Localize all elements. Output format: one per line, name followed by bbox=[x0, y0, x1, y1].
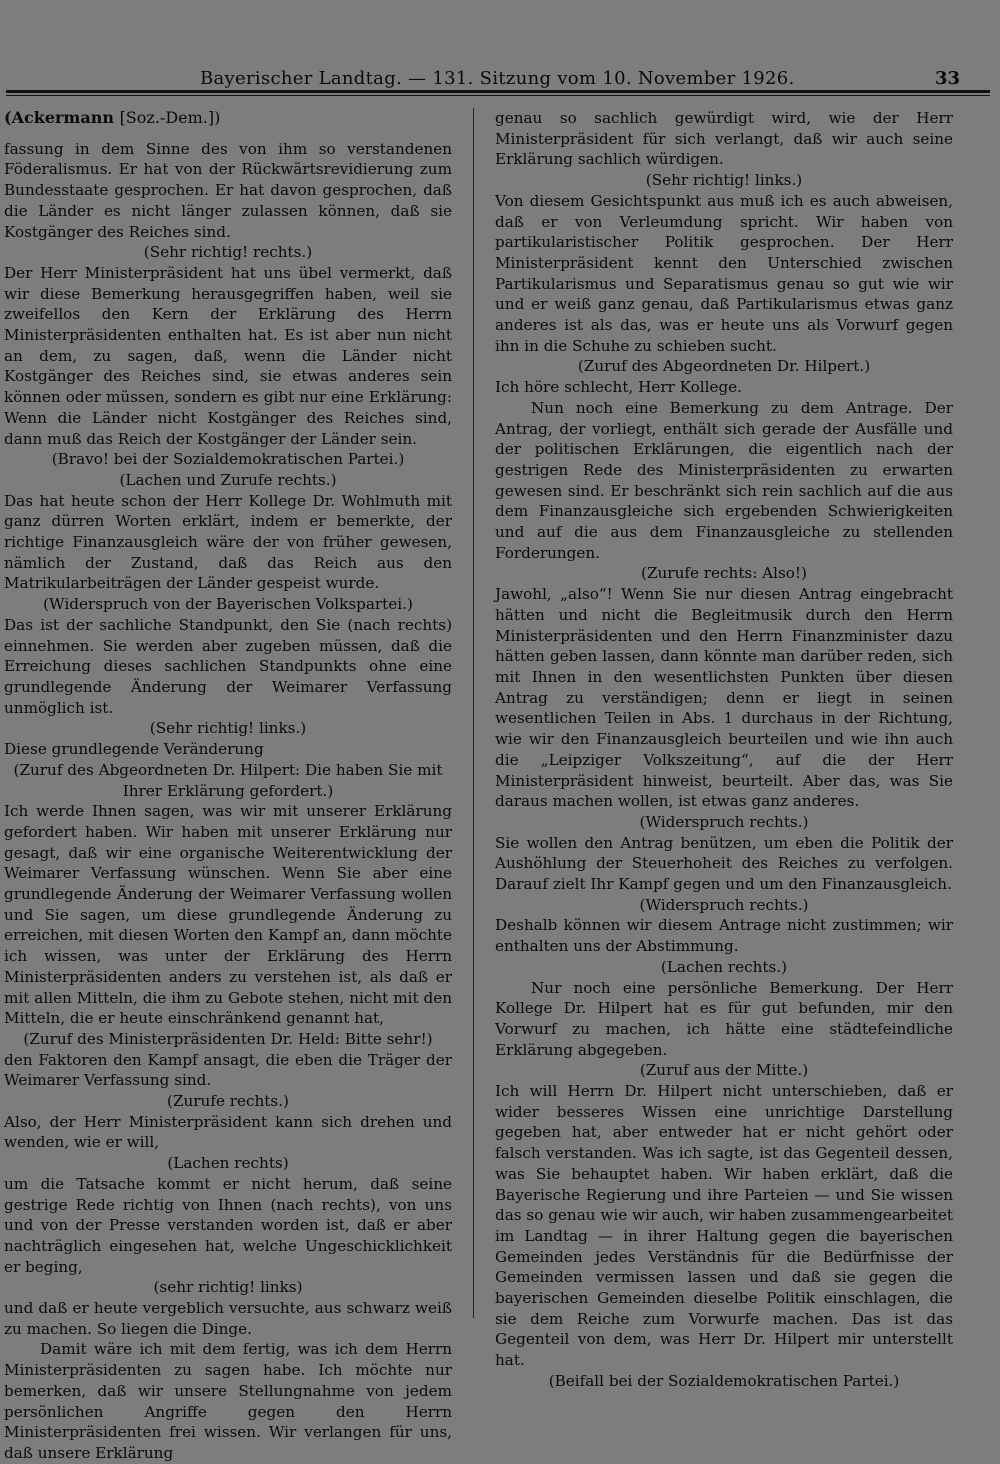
paragraph: Damit wäre ich mit dem fertig, was ich dem Herrn Ministerpräsidenten zu sagen habe. Ich möchte nur bemerken, daß wir unsere Stellungnahme von jedem persönlichen Angriffe gegen den Herrn Ministerpräsidenten frei wissen. Wir verlangen für uns, daß unsere Erklärung bbox=[4, 1340, 452, 1462]
paragraph: Ich höre schlecht, Herr Kollege. bbox=[495, 378, 742, 397]
paragraph: und daß er heute vergeblich versuchte, aus schwarz weiß zu machen. So liegen die Dinge. bbox=[4, 1299, 452, 1338]
paragraph: Also, der Herr Ministerpräsident kann sich drehen und wenden, wie er will, bbox=[4, 1112, 452, 1152]
interjection: (Lachen und Zurufe rechts.) bbox=[119, 470, 337, 489]
header-rule bbox=[6, 90, 990, 93]
interjection: (Beifall bei der Sozialdemokratischen Partei.) bbox=[548, 1371, 900, 1390]
interjection: (Lachen rechts) bbox=[167, 1154, 289, 1173]
paragraph: Ich werde Ihnen sagen, was wir mit unserer Erklärung gefordert haben. Wir haben mit unserer Erklärung nur gesagt, daß wir eine organische Weiterentwicklung der Weimarer Verfassung wünschen. Wenn Sie aber eine grundlegende Änderung der Weimarer Verfassung wollen und Sie sagen, um diese grundlegende Änderung zu erreichen, mit diesen Worten den Kampf an, dann möchte ich wissen, was unter der Erklärung des Herrn Ministerpräsidenten anders zu verstehen ist, als daß er mit allen Mitteln, die ihm zu Gebote stehen, nicht mit den Mitteln, die er heute einschränkend genannt hat, bbox=[4, 802, 452, 1028]
speaker-name: (Ackermann bbox=[4, 108, 114, 127]
interjection: (Widerspruch rechts.) bbox=[639, 895, 809, 914]
interjection: (Widerspruch von der Bayerischen Volkspartei.) bbox=[43, 595, 413, 614]
paragraph: genau so sachlich gewürdigt wird, wie der Herr Ministerpräsident für sich verlangt, daß wir auch seine Erklärung sachlich würdigen. bbox=[495, 109, 953, 169]
paragraph: den Faktoren den Kampf ansagt, die eben die Träger der Weimarer Verfassung sind. bbox=[4, 1050, 452, 1090]
paragraph: Das ist der sachliche Standpunkt, den Sie (nach rechts) einnehmen. Sie werden aber zugeben müssen, daß die Erreichung dieses sachlichen Standpunkts ohne eine grundlegende Änderung der Weimarer Verfassung unmöglich ist. bbox=[4, 615, 452, 717]
speaker-heading bbox=[4, 108, 452, 129]
paragraph: fassung in dem Sinne des von ihm so verstandenen Föderalismus. Er hat von der Rückwärtsrevidierung zum Bundesstaate gesprochen. Er hat davon gesprochen, daß die Länder es nicht länger zulassen können, daß sie Kostgänger des Reiches sind. bbox=[4, 139, 452, 241]
interjection: (Lachen rechts.) bbox=[660, 957, 788, 976]
interjection: (Sehr richtig! links.) bbox=[149, 719, 307, 738]
right-column bbox=[495, 108, 953, 1392]
paragraph: Deshalb können wir diesem Antrage nicht zustimmen; wir enthalten uns der Abstimmung. bbox=[495, 916, 953, 956]
header-rule-thin bbox=[6, 95, 990, 96]
interjection: (Zuruf des Ministerpräsidenten Dr. Held: Bitte sehr!) bbox=[23, 1029, 433, 1048]
paragraph: Sie wollen den Antrag benützen, um eben die Politik der Aushöhlung der Steuerhoheit des Reiches zu verfolgen. Darauf zielt Ihr Kampf gegen und um den Finanzausgleich. bbox=[495, 833, 953, 894]
interjection: (Bravo! bei der Sozialdemokratischen Partei.) bbox=[51, 450, 405, 469]
paragraph: Von diesem Gesichtspunkt aus muß ich es auch abweisen, daß er von Verleumdung spricht. Wir haben von partikularistischer Politik gesprochen. Der Herr Ministerpräsident kennt den Unterschied zwischen Partikularismus und Separatismus genau so gut wie wir und er weiß ganz genau, daß Partikularismus etwas ganz anderes ist als das, was er heute uns als Vorwurf gegen ihn in die Schuhe zu schieben sucht. bbox=[495, 191, 953, 355]
paragraph: Das hat heute schon der Herr Kollege Dr. Wohlmuth mit ganz dürren Worten erklärt, indem er bemerkte, der richtige Finanzausgleich wäre der von früher gewesen, nämlich der Zustand, daß das Reich aus den Matrikularbeiträgen der Länder gespeist wurde. bbox=[4, 491, 452, 593]
interjection: (Zurufe rechts: Also!) bbox=[641, 564, 807, 583]
interjection: (sehr richtig! links) bbox=[153, 1278, 303, 1297]
interjection: (Zuruf aus der Mitte.) bbox=[639, 1061, 809, 1080]
interjection: (Sehr richtig! links.) bbox=[645, 171, 803, 190]
page-header bbox=[0, 60, 1000, 100]
interjection: (Zuruf des Abgeordneten Dr. Hilpert: Die haben Sie mit Ihrer Erklärung gefordert.) bbox=[13, 760, 443, 800]
paragraph: Ich will Herrn Dr. Hilpert nicht unterschieben, daß er wider besseres Wissen eine unrichtige Darstellung gegeben hat, aber entweder hat er nicht gehört oder falsch verstanden. Was ich sagte, ist das Gegenteil dessen, was Sie behauptet haben. Wir haben erklärt, daß die Bayerische Regierung und ihre Parteien — und Sie wissen das so genau wie wir auch, wir haben zusammengearbeitet im Landtag — in ihrer Haltung gegen die bayerischen Gemeinden jedes Verständnis für die Bedürfnisse der Gemeinden vermissen lassen und daß sie gegen die bayerischen Gemeinden dieselbe Politik einschlagen, die sie dem Reiche zum Vorwurfe machen. Das ist das Gegenteil von dem, was Herr Dr. Hilpert mir unterstellt hat. bbox=[495, 1082, 953, 1370]
paragraph: Diese grundlegende Veränderung bbox=[4, 740, 264, 759]
paragraph: um die Tatsache kommt er nicht herum, daß seine gestrige Rede richtig von Ihnen (nach rechts), von uns und von der Presse verstanden worden ist, daß er aber nachträglich eingesehen hat, welche Ungeschicklichkeit er beging, bbox=[4, 1174, 452, 1276]
paragraph: Der Herr Ministerpräsident hat uns übel vermerkt, daß wir diese Bemerkung herausgegriffen haben, weil sie zweifellos den Kern der Erklärung des Herrn Ministerpräsidenten enthalten hat. Es ist aber nun nicht an dem, zu sagen, daß, wenn die Länder nicht Kostgänger des Reiches sind, sie etwas anderes sein können oder müssen, sondern es gibt nur eine Erklärung: Wenn die Länder nicht Kostgänger des Reiches sind, dann muß das Reich der Kostgänger der Länder sein. bbox=[4, 263, 452, 448]
interjection: (Zurufe rechts.) bbox=[167, 1092, 289, 1111]
running-title: Bayerischer Landtag. — 131. Sitzung vom 10. November 1926. bbox=[200, 68, 795, 89]
interjection: (Widerspruch rechts.) bbox=[639, 812, 809, 831]
left-column bbox=[4, 108, 452, 1464]
paragraph: Jawohl, „also“! Wenn Sie nur diesen Antrag eingebracht hätten und nicht die Begleitmusik durch den Herrn Ministerpräsidenten und den Herrn Finanzminister dazu hätten geben lassen, dann könnte man darüber reden, sich mit Ihnen in den wesentlichsten Punkten über diesen Antrag zu verständigen; denn er liegt in seinen wesentlichen Teilen in Abs. 1 durchaus in der Richtung, wie wir den Finanzausgleich beurteilen und wie ihn auch die „Leipziger Volkszeitung“, auf die der Herr Ministerpräsident hinweist, beurteilt. Aber das, was Sie daraus machen wollen, ist etwas ganz anderes. bbox=[495, 585, 953, 811]
paragraph: Nur noch eine persönliche Bemerkung. Der Herr Kollege Dr. Hilpert hat es für gut befunden, mir den Vorwurf zu machen, ich hätte eine städtefeindliche Erklärung abgegeben. bbox=[495, 978, 953, 1059]
page-number: 33 bbox=[934, 68, 960, 89]
interjection: (Sehr richtig! rechts.) bbox=[143, 243, 313, 262]
speaker-party: [Soz.-Dem.]) bbox=[119, 108, 221, 127]
column-divider bbox=[473, 108, 474, 1318]
interjection: (Zuruf des Abgeordneten Dr. Hilpert.) bbox=[577, 357, 871, 376]
paragraph: Nun noch eine Bemerkung zu dem Antrage. Der Antrag, der vorliegt, enthält sich gerade der Ausfälle und der politischen Erklärungen, die eigentlich nach der gestrigen Rede des Ministerpräsidenten zu erwarten gewesen sind. Er beschränkt sich rein sachlich auf die aus dem Finanzausgleiche sich ergebenden Schwierigkeiten und auf die aus dem Finanzausgleiche zu stellenden Forderungen. bbox=[495, 398, 953, 562]
